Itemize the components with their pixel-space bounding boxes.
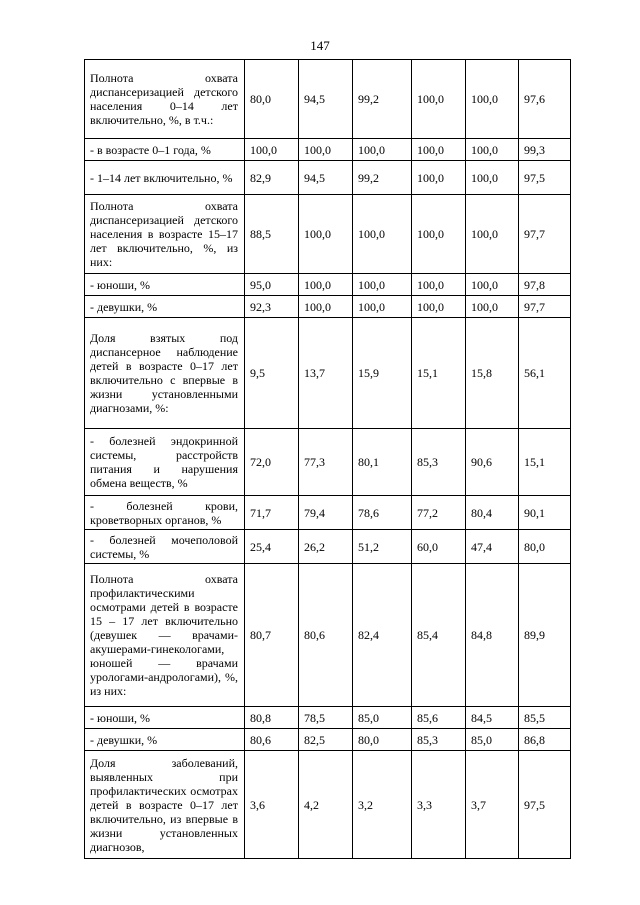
table-row (85, 729, 571, 751)
value-cell: 100,0 (466, 139, 519, 161)
value-cell: 92,3 (245, 296, 299, 318)
table-row (85, 496, 571, 530)
value-cell: 90,1 (519, 496, 571, 530)
indicator-label: - болезней эндокринной системы, расстройств питания и нарушения обмена веществ, % (85, 429, 245, 496)
page-number: 147 (310, 38, 330, 53)
value-cell: 4,2 (299, 751, 353, 859)
value-cell: 56,1 (519, 318, 571, 429)
value-cell: 88,5 (245, 195, 299, 274)
value-cell: 15,8 (466, 318, 519, 429)
indicator-label: - 1–14 лет включительно, % (85, 161, 245, 195)
value-cell: 100,0 (466, 60, 519, 139)
indicators-table (84, 59, 571, 859)
value-cell: 80,0 (353, 729, 412, 751)
table-row (85, 429, 571, 496)
table-row (85, 751, 571, 859)
value-cell: 15,1 (519, 429, 571, 496)
table-row (85, 139, 571, 161)
table-row (85, 161, 571, 195)
table-row (85, 318, 571, 429)
value-cell: 86,8 (519, 729, 571, 751)
table-row (85, 530, 571, 564)
value-cell: 85,0 (353, 707, 412, 729)
value-cell: 95,0 (245, 274, 299, 296)
value-cell: 82,5 (299, 729, 353, 751)
value-cell: 85,0 (466, 729, 519, 751)
indicator-label: - болезней крови, кроветворных органов, % (85, 496, 245, 530)
value-cell: 85,5 (519, 707, 571, 729)
value-cell: 85,6 (412, 707, 466, 729)
indicator-label: - болезней мочеполовой системы, % (85, 530, 245, 564)
value-cell: 9,5 (245, 318, 299, 429)
value-cell: 100,0 (353, 274, 412, 296)
value-cell: 100,0 (299, 274, 353, 296)
value-cell: 97,7 (519, 195, 571, 274)
value-cell: 100,0 (412, 274, 466, 296)
value-cell: 79,4 (299, 496, 353, 530)
value-cell: 26,2 (299, 530, 353, 564)
value-cell: 89,9 (519, 564, 571, 707)
value-cell: 99,2 (353, 161, 412, 195)
value-cell: 77,3 (299, 429, 353, 496)
value-cell: 100,0 (412, 195, 466, 274)
value-cell: 97,6 (519, 60, 571, 139)
value-cell: 100,0 (353, 139, 412, 161)
value-cell: 80,8 (245, 707, 299, 729)
value-cell: 84,5 (466, 707, 519, 729)
value-cell: 15,1 (412, 318, 466, 429)
indicator-label: Полнота охвата диспансеризацией детского населения 0–14 лет включительно, %, в т.ч.: (85, 60, 245, 139)
value-cell: 85,3 (412, 429, 466, 496)
value-cell: 100,0 (466, 274, 519, 296)
value-cell: 85,3 (412, 729, 466, 751)
table-row (85, 564, 571, 707)
indicator-label: - юноши, % (85, 707, 245, 729)
value-cell: 15,9 (353, 318, 412, 429)
value-cell: 3,7 (466, 751, 519, 859)
value-cell: 100,0 (299, 139, 353, 161)
indicator-label: Полнота охвата профилактическими осмотрами детей в возрасте 15 – 17 лет включительно (девушек — врачами-акушерами-гинекологами, юношей — врачами урологами-андрологами), %, из них: (85, 564, 245, 707)
indicator-label: - в возрасте 0–1 года, % (85, 139, 245, 161)
table-row (85, 274, 571, 296)
indicator-label: - девушки, % (85, 729, 245, 751)
value-cell: 72,0 (245, 429, 299, 496)
indicator-label: Доля взятых под диспансерное наблюдение детей в возрасте 0–17 лет включительно с впервые в жизни установленными диагнозами, %: (85, 318, 245, 429)
value-cell: 97,8 (519, 274, 571, 296)
value-cell: 80,7 (245, 564, 299, 707)
value-cell: 97,7 (519, 296, 571, 318)
value-cell: 60,0 (412, 530, 466, 564)
value-cell: 100,0 (299, 195, 353, 274)
value-cell: 100,0 (412, 60, 466, 139)
indicator-label: - юноши, % (85, 274, 245, 296)
value-cell: 3,6 (245, 751, 299, 859)
value-cell: 84,8 (466, 564, 519, 707)
table-row (85, 60, 571, 139)
value-cell: 13,7 (299, 318, 353, 429)
value-cell: 77,2 (412, 496, 466, 530)
value-cell: 100,0 (412, 161, 466, 195)
value-cell: 80,0 (519, 530, 571, 564)
value-cell: 100,0 (412, 296, 466, 318)
value-cell: 51,2 (353, 530, 412, 564)
value-cell: 100,0 (466, 195, 519, 274)
indicator-label: Доля заболеваний, выявленных при профилактических осмотрах детей в возрасте 0–17 лет включительно, из впервые в жизни установленных диагнозов, (85, 751, 245, 859)
value-cell: 90,6 (466, 429, 519, 496)
value-cell: 100,0 (466, 296, 519, 318)
value-cell: 82,9 (245, 161, 299, 195)
value-cell: 100,0 (245, 139, 299, 161)
value-cell: 100,0 (353, 195, 412, 274)
value-cell: 100,0 (299, 296, 353, 318)
value-cell: 80,1 (353, 429, 412, 496)
indicator-label: Полнота охвата диспансеризацией детского населения в возрасте 15–17 лет включительно, %, из них: (85, 195, 245, 274)
value-cell: 94,5 (299, 161, 353, 195)
value-cell: 80,4 (466, 496, 519, 530)
value-cell: 97,5 (519, 161, 571, 195)
value-cell: 99,2 (353, 60, 412, 139)
value-cell: 94,5 (299, 60, 353, 139)
value-cell: 82,4 (353, 564, 412, 707)
indicator-label: - девушки, % (85, 296, 245, 318)
value-cell: 25,4 (245, 530, 299, 564)
value-cell: 85,4 (412, 564, 466, 707)
value-cell: 100,0 (412, 139, 466, 161)
table-row (85, 296, 571, 318)
table-row (85, 195, 571, 274)
value-cell: 3,3 (412, 751, 466, 859)
value-cell: 99,3 (519, 139, 571, 161)
value-cell: 100,0 (466, 161, 519, 195)
value-cell: 3,2 (353, 751, 412, 859)
value-cell: 80,0 (245, 60, 299, 139)
value-cell: 47,4 (466, 530, 519, 564)
value-cell: 97,5 (519, 751, 571, 859)
table-row (85, 707, 571, 729)
value-cell: 80,6 (299, 564, 353, 707)
value-cell: 78,6 (353, 496, 412, 530)
value-cell: 80,6 (245, 729, 299, 751)
value-cell: 100,0 (353, 296, 412, 318)
value-cell: 78,5 (299, 707, 353, 729)
value-cell: 71,7 (245, 496, 299, 530)
